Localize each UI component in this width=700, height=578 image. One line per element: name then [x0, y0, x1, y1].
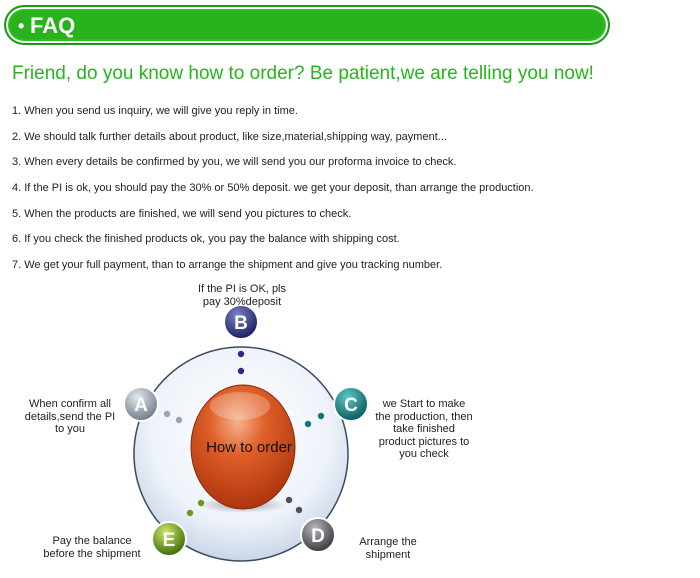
intro-text: Friend, do you know how to order? Be patient,we are telling you now! [12, 63, 594, 84]
connector-dot [318, 413, 324, 419]
connector-dot [305, 421, 311, 427]
list-item: 7. We get your full payment, than to arrange the shipment and give you tracking number. [12, 259, 443, 272]
list-item: 3. When every details be confirmed by you, we will send you our proforma invoice to check. [12, 156, 457, 169]
list-item: 2. We should talk further details about product, like size,material,shipping way, payment... [12, 130, 447, 143]
connector-dot [187, 510, 193, 516]
node-c [334, 387, 368, 421]
node-d [301, 518, 335, 552]
list-item: 4. If the PI is ok, you should pay the 30% or 50% deposit. we get your deposit, than arrange the production. [12, 182, 534, 195]
node-b [224, 305, 258, 339]
connector-dot [296, 507, 302, 513]
center-highlight [210, 392, 270, 420]
node-a [124, 387, 158, 421]
list-item: 5. When the products are finished, we will send you pictures to check. [12, 207, 352, 220]
node-e-letter: E [162, 530, 176, 551]
center-label: How to order [206, 439, 292, 456]
connector-dot [238, 368, 244, 374]
connector-dot [176, 417, 182, 423]
list-item: 1. When you send us inquiry, we will give you reply in time. [12, 105, 298, 117]
list-item: 6. If you check the finished products ok, you pay the balance with shipping cost. [12, 233, 400, 246]
node-a-letter: A [134, 395, 148, 416]
node-e-text: Pay the balance before the shipment [43, 535, 141, 560]
connector-dot [198, 500, 204, 506]
connector-dot [286, 497, 292, 503]
connector-dot [164, 411, 170, 417]
node-a-text: When confirm all details,send the PI to you [24, 398, 116, 435]
node-c-letter: C [344, 395, 358, 416]
node-e [152, 522, 186, 556]
node-d-letter: D [311, 526, 325, 547]
connector-dot [238, 351, 244, 357]
node-d-text: Arrange the shipment [359, 536, 417, 561]
faq-title: FAQ [30, 13, 76, 38]
bullet-icon: • [18, 16, 25, 36]
node-c-text: we Start to make the production, then take finished product pictures to you check [375, 398, 473, 460]
node-b-letter: B [234, 313, 248, 334]
node-b-text: If the PI is OK, pls pay 30%deposit [197, 283, 287, 308]
